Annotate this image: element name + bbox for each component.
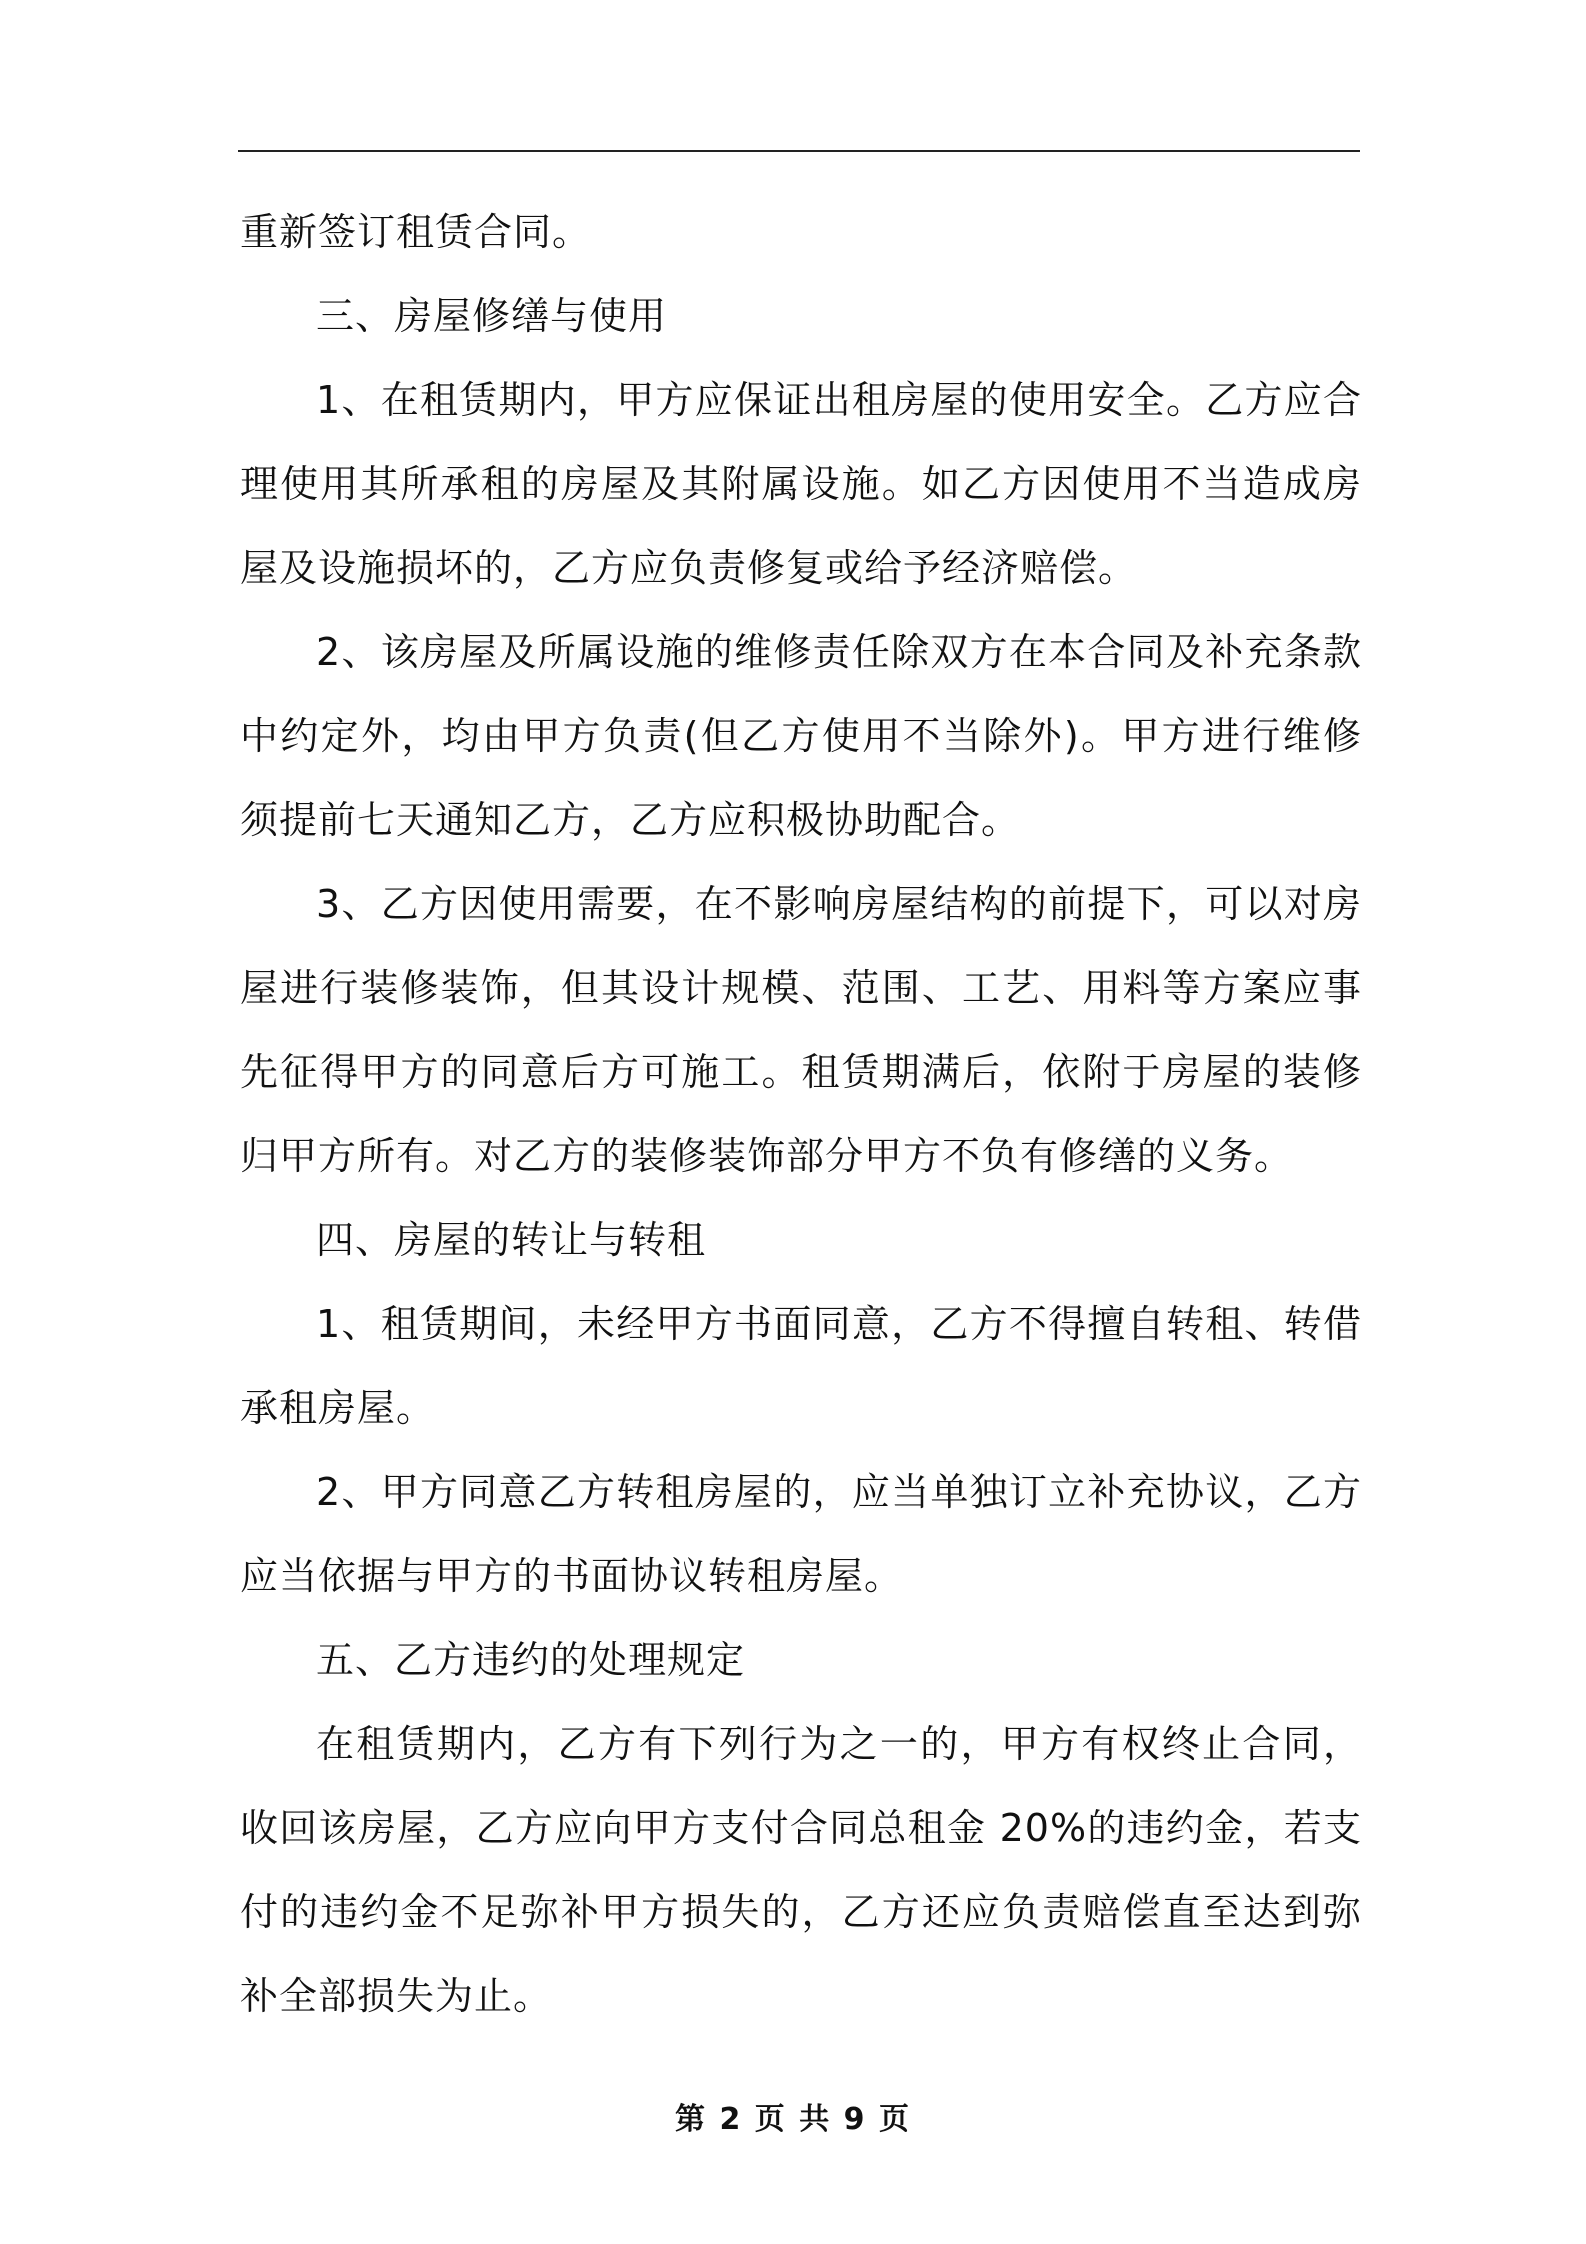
clause-repair-2: 2、该房屋及所属设施的维修责任除双方在本合同及补充条款中约定外，均由甲方负责(但乙方使用不当除外)。甲方进行维修须提前七天通知乙方，乙方应积极协助配合。 (240, 630, 1362, 842)
section-heading-transfer-sublet: 四、房屋的转让与转租 (316, 1218, 707, 1262)
document-body (240, 190, 1362, 2038)
clause-transfer-1: 1、租赁期间，未经甲方书面同意，乙方不得擅自转租、转借承租房屋。 (240, 1302, 1362, 1430)
clause-repair-3: 3、乙方因使用需要，在不影响房屋结构的前提下，可以对房屋进行装修装饰，但其设计规模、范围、工艺、用料等方案应事先征得甲方的同意后方可施工。租赁期满后，依附于房屋的装修归甲方所有。对乙方的装修装饰部分甲方不负有修缮的义务。 (240, 882, 1362, 1178)
clause-transfer-2: 2、甲方同意乙方转租房屋的，应当单独订立补充协议，乙方应当依据与甲方的书面协议转租房屋。 (240, 1470, 1362, 1598)
header-divider (238, 150, 1360, 152)
section-heading-breach: 五、乙方违约的处理规定 (316, 1638, 746, 1682)
clause-breach: 在租赁期内，乙方有下列行为之一的，甲方有权终止合同，收回该房屋，乙方应向甲方支付合同总租金 20%的违约金，若支付的违约金不足弥补甲方损失的，乙方还应负责赔偿直至达到弥补全部损失为止。 (240, 1722, 1362, 2018)
page-number: 第 2 页 共 9 页 (675, 2102, 911, 2137)
paragraph-continuation: 重新签订租赁合同。 (240, 210, 592, 254)
clause-repair-1: 1、在租赁期内，甲方应保证出租房屋的使用安全。乙方应合理使用其所承租的房屋及其附属设施。如乙方因使用不当造成房屋及设施损坏的，乙方应负责修复或给予经济赔偿。 (240, 378, 1362, 590)
section-heading-repair-use: 三、房屋修缮与使用 (316, 294, 668, 338)
